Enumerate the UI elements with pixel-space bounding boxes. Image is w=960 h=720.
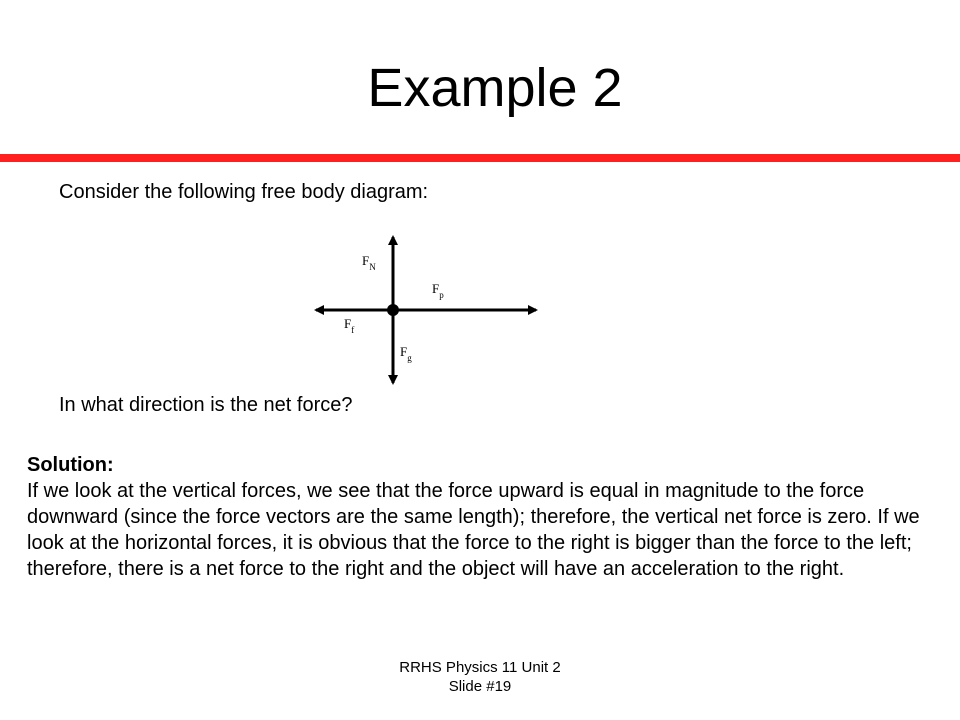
question-text: In what direction is the net force?	[59, 394, 353, 416]
intro-text: Consider the following free body diagram:	[59, 181, 429, 203]
solution-body: If we look at the vertical forces, we see that the force upward is equal in magnitude to the force downward (since the force vectors are the same length); therefore, the vertical net force is zero. If we look at the horizontal forces, it is obvious that the force to the right is bigger than the force to the left; therefore, there is a net force to the right and the object will have an acceleration to the right.	[27, 480, 920, 580]
friction-force-label: $F_f$	[344, 316, 355, 335]
gravity-force-label: $F_g$	[400, 344, 412, 363]
applied-force-label: $F_p$	[432, 281, 444, 300]
solution-heading: Solution:	[27, 454, 114, 476]
object-point	[387, 304, 399, 316]
title-divider	[0, 154, 960, 162]
free-body-diagram	[300, 225, 550, 390]
footer-course: RRHS Physics 11 Unit 2	[399, 659, 561, 676]
slide-title: Example 2	[367, 58, 623, 118]
slide-footer	[0, 658, 960, 696]
footer-slide-number: Slide #19	[448, 678, 512, 695]
normal-force-label: $F_N$	[362, 253, 376, 272]
solution-block	[27, 452, 927, 582]
